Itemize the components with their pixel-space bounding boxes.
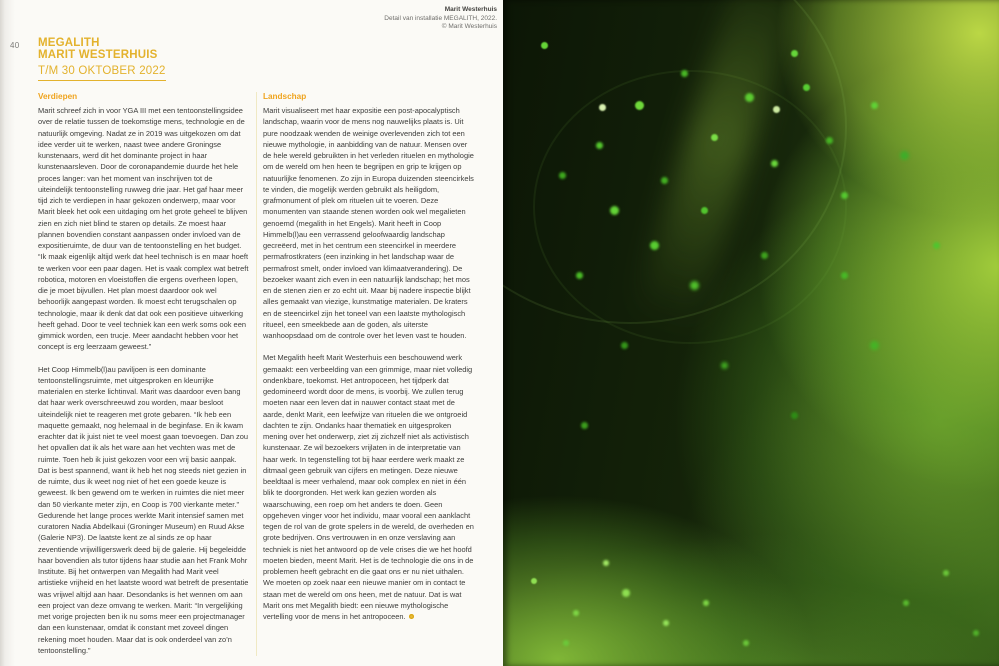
title-line-exhibition: MEGALITH [38,37,100,49]
caption-artist-name: Marit Westerhuis [444,6,497,13]
section-heading-verdiepen: Verdiepen [38,92,78,101]
photo-droplets-bokeh [541,42,548,49]
photo-moss-specks [531,578,537,584]
column-divider-rule [256,92,257,656]
title-line-dates: T/M 30 OKTOBER 2022 [38,66,166,81]
column-landschap [263,92,477,656]
title-line-artist: MARIT WESTERHUIS [38,48,158,61]
paragraph-text: Met Megalith heeft Marit Westerhuis een beschouwend werk gemaakt: een verbeelding van een grimmige, maar niet volledig ondenkbare, toekomst. Het antropoceen, het tijdperk dat gedomineerd wordt door de mens, is voorbij. We zullen terug moeten naar een leven dat in nauwer contact staat met de aarde, denkt Marit, een leefwijze van rituelen die we ontgroeid dachten te zijn. Ondanks haar thematiek en uitgesproken mening over het onderwerp, ziet zij zichzelf niet als activistisch kunstenaar. Ze wil bezoekers vrijlaten in de interpretatie van haar werk. In tegenstelling tot bij haar eerdere werk maakt ze ditmaal geen gebruik van cijfers en metingen. Deze nieuwe beeldtaal is meer verhalend, maar ook complex en niet in één blik te doorgronden. Het werk kan gezien worden als waarschuwing, een roep om het anders te doen. Geen opgeheven vinger voor het individu, maar vooral een aanklacht tegen de rol van de grote spelers in de wereld, de overheden en grote bedrijven. Ons vertrouwen in en onze verslaving aan techniek is niet het antwoord op de vele crises die we het hoofd moeten bieden, meent Marit. Het is de technologie die ons in de problemen heeft gebracht en die gaat ons er nu niet uithalen. We moeten op zoek naar een nieuwe manier om in contact te staan met de wereld om ons heen, met de natuur. Dat is wat Marit ons met Megalith biedt: een nieuwe mythologische vertelling voor de mens in het antropoceen. [263,353,474,621]
page-number: 40 [10,41,20,50]
paragraph-text: Marit schreef zich in voor YGA III met een tentoonstellingsidee over de relatie tussen de toekomstige mens, technologie en de natuurlijk omgeving. Nadat ze in 2019 was uitgekozen om dat idee verder uit te werken, naast twee andere Groningse kunstenaars, werd dit het dominante project in haar kunstenaarsleven. Door de coronapandemie duurde het hele proces langer: van het moment van inschrijven tot de uiteindelijk tentoonstelling ruwweg drie jaar. Het gaf haar meer tijd zich te verdiepen in haar gekozen onderwerp, maar voor Marit bleek het ook een uitdaging om het grote geheel te blijven zien en zich niet blind te staren op details. Ze moest haar plannen bovendien constant aanpassen onder invloed van de expositieruimte, de duur van de tentoonstelling en het budget. “Ik maak eigenlijk altijd werk dat heel technisch is en maar hoeft te werken voor een paar dagen. Het is vaak complex wat betreft robotica, motoren en vloeistoffen die ergens overheen lopen, die je moet bijvullen. Het plan moest daardoor ook wel behoorlijk aangepast worden. Ik moest echt terugschalen op technologie, maar ik denk dat dat ook een positieve uitwerking heeft gehad. Door te veel techniek kan een werk soms ook een gimmick worden, een trucje. Meer aandacht hebben voor het concept is erg leerzaam geweest.” [38,106,249,352]
article-columns [38,92,477,656]
paragraph-text: Het Coop Himmelb(l)au paviljoen is een dominante tentoonstellingsruimte, met uitgesproken en kleurrijke materialen en sterke lichtinval. Marit was daardoor even bang dat haar werk overschreeuwd zou worden, maar besloot uiteindelijk niet te reageren met grote gebaren. “Ik heb een maquette gemaakt, nog helemaal in de beginfase. En ik kwam erachter dat ik juist niet te veel moest gaan toevoegen. Dan zou het opvallen dat ik als het ware aan het vechten was met de ruimte. Toen heb ik juist gekozen voor een vrij basic aanpak. Dat is best spannend, want ik heb het nog steeds niet gezien in de ruimte, dus ik weet nog niet of het een goede keuze is geweest. Ik ben gewend om te werken in ruimtes die niet meer dan 50 vierkante meter zijn, en Coop is 700 vierkante meter.” Gedurende het lange proces werkte Marit intensief samen met curatoren Nadia Abdelkaui (Groninger Museum) en Ruud Akse (Galerie NP3). De laatste kent ze al sinds ze op haar zeventiende vrijwilligerswerk deed bij de galerie. Hij begeleidde haar bovendien als tutor tijdens haar studie aan het Frank Mohr Institute. Bij het ontwerpen van Megalith had Marit veel artistieke vrijheid en het laatste woord wat betreft de presentatie was vrijwel altijd aan haar. Desondanks is het wennen om aan een project van deze omvang te werken. Marit: “In vergelijking met vorige projecten ben ik nu soms meer een projectmanager dan een kunstenaar, omdat ik constant met zoveel dingen rekening moet houden. Maar dat is ook onderdeel van zo’n tentoonstelling.” [38,364,249,655]
body-paragraph [263,105,477,341]
article-end-icon [409,614,414,619]
section-heading-landschap: Landschap [263,92,307,101]
installation-detail-photo [503,0,999,666]
body-paragraph [38,364,249,657]
page-gutter-shadow [0,0,16,666]
paragraph-text: Marit visualiseert met haar expositie een post-apocalyptisch landschap, waarin voor de mens nog nauwelijks plaats is. Uit pure noodzaak wenden de weinige overlevenden zich tot een nieuwe mythologie, in aanbidding van de natuur. Mensen over de hele wereld gebruikten in het verleden rituelen en mythologie om de wereld om hen heen te begrijpen en grip te krijgen op natuurlijke fenomenen. Zo zijn in Europa duizenden steencirkels te vinden, die mogelijk werden gebruikt als heiligdom, grafmonument of plek om rituelen uit te voeren. Deze monumenten van staande stenen worden ook wel megalieten genoemd (megalith in het Engels). Marit heeft in Coop Himmelb(l)au een verrassend geloofwaardig landschap gecreëerd, met in het centrum een steencirkel in meerdere permafrostkraters (een inzinking in het landschap waar de permafrost smelt, onder invloed van klimaatverandering). De bezoeker waant zich even in een natuurlijk landschap; het mos en de stenen zien er zo echt uit. Maar bij nadere inspectie blijkt alles gemaakt van viezige, kunstmatige materialen. De kraters en de steencirkel zijn het toneel van een laatste mythologisch ritueel, een smeekbede aan de goden, als uiterste wanhoopsdaad om de controle over het leven vast te houden. [263,106,474,340]
caption-description: Detail van installatie MEGALITH, 2022. [384,14,497,22]
body-paragraph [38,105,249,353]
caption-copyright: © Marit Westerhuis [441,23,497,31]
column-verdiepen [38,92,249,656]
photo-caption [384,6,497,32]
body-paragraph [263,352,477,622]
exhibition-title [38,38,166,81]
